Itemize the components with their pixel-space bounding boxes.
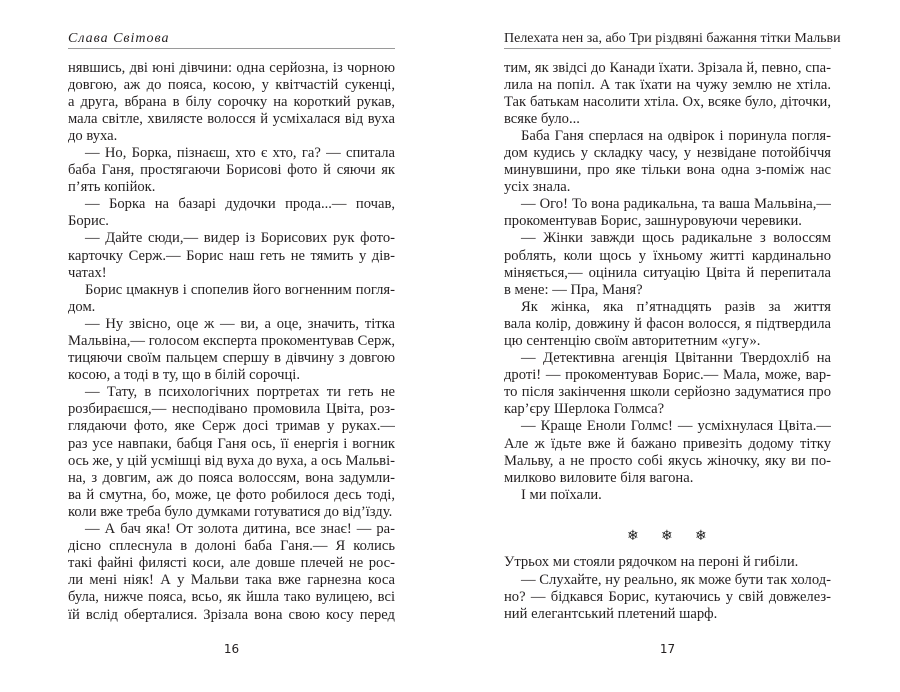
text-line: то після закінчення школи серйозно задуматися про bbox=[504, 384, 831, 401]
text-line: Так батькам насолити хтіла. Ох, всяке було, діточки, bbox=[504, 93, 831, 110]
paragraph bbox=[504, 230, 831, 298]
paragraph bbox=[68, 230, 395, 281]
snowflake-icon: ❄ bbox=[695, 527, 707, 544]
text-line: чатах! bbox=[68, 264, 107, 281]
left-page bbox=[68, 0, 395, 692]
text-line: дом. bbox=[68, 298, 96, 315]
text-line: — Жінки завжди щось радикальне з волоссям bbox=[521, 230, 831, 247]
text-line: в мене: — Пра, Маня? bbox=[504, 281, 643, 298]
paragraph bbox=[504, 487, 831, 504]
text-line: Утрьох ми стояли рядочком на пероні й гибіли. bbox=[504, 554, 799, 571]
paragraph bbox=[68, 282, 395, 316]
text-line: їй вслід оберталися. Зрізала вона свою косу перед bbox=[68, 606, 395, 623]
paragraph bbox=[504, 572, 831, 623]
text-line: нявшись, дві юні дівчини: одна серйозна, із чорною bbox=[68, 59, 395, 76]
text-line: Баба Ганя сперлася на одвірок і поринула погля- bbox=[521, 127, 831, 144]
text-line: всяке було... bbox=[504, 110, 580, 127]
text-line: — Борка на базарі дудочки прода...— почав, bbox=[85, 196, 395, 213]
paragraph bbox=[68, 316, 395, 384]
text-line: ний елегантський плетений шарф. bbox=[504, 605, 718, 622]
paragraph bbox=[68, 196, 395, 230]
text-line: п’ять копійок. bbox=[68, 179, 156, 196]
snowflake-icon: ❄ bbox=[661, 527, 673, 544]
paragraph bbox=[504, 554, 831, 571]
paragraph bbox=[504, 418, 831, 486]
text-line: була, нижче пояса, всьо, як йшла тако вулицею, всі bbox=[68, 589, 395, 606]
text-line: Мальву, а не просто собі якусь жіночку, яку ви по- bbox=[504, 452, 831, 469]
paragraph bbox=[504, 350, 831, 418]
text-line: міняється,— оцінила ситуацію Цвіта й перепитала bbox=[504, 264, 831, 281]
header-rule bbox=[504, 48, 831, 49]
text-line: ва й смутна, бо, може, це фото робилося десь тоді, bbox=[68, 486, 395, 503]
text-line: минувшини, про яке тільки вона одна з-поміж нас bbox=[504, 162, 831, 179]
text-line: милково виловите біля вагона. bbox=[504, 469, 694, 486]
text-line: дісно сплеснула в долоні баба Ганя.— Я колись bbox=[68, 538, 395, 555]
header-rule bbox=[68, 48, 395, 49]
paragraph bbox=[68, 60, 395, 145]
paragraph bbox=[68, 521, 395, 624]
text-line: тицяючи своїм пальцем спершу в дівчину з довгою bbox=[68, 350, 395, 367]
text-line: тим, як звідсі до Канади їхати. Зрізала й, певно, спа- bbox=[504, 59, 831, 76]
text-line: прокоментував Борис, зашнуровуючи черевики. bbox=[504, 213, 802, 230]
text-line: дом кудись у складку часу, у незвідане потойбіччя bbox=[504, 144, 831, 161]
text-line: — Слухайте, ну реально, як може бути так холод- bbox=[521, 571, 831, 588]
text-line: ось же, у цій усмішці від вуха до вуха, а ось Мальві- bbox=[68, 452, 395, 469]
text-line: коли вже треба було думками готуватися до від’їзду. bbox=[68, 503, 393, 520]
text-line: лила на попіл. А так їхати на чужу землю не хтіла. bbox=[504, 76, 831, 93]
text-line: косою, а тоді в ту, що в білій сорочці. bbox=[68, 367, 300, 384]
text-line: но? — бідкався Борис, кутаючись у свій довжелез- bbox=[504, 588, 831, 605]
text-line: глядаючи фото, яке Серж досі тримав у руках.— bbox=[68, 418, 395, 435]
text-line: розбираєшся,— несподівано промовила Цвіта, роз- bbox=[68, 401, 395, 418]
page-number: 17 bbox=[659, 642, 676, 656]
paragraph bbox=[504, 196, 831, 230]
text-line: раз усе навпаки, бабця Ганя ось, її енергія і вогник bbox=[68, 435, 395, 452]
page-number: 16 bbox=[223, 642, 240, 656]
text-line: — Ну звісно, оце ж — ви, а оце, значить, тітка bbox=[85, 315, 395, 332]
paragraph bbox=[68, 384, 395, 521]
text-line: баба Ганя, простягаючи Борисові фото й сяючи як bbox=[68, 162, 395, 179]
text-line: Борис цмакнув і спопелив його вогненним погля- bbox=[85, 281, 395, 298]
running-header-title: Пелехата нен за, або Три різдвяні бажання тітки Мальви bbox=[504, 31, 841, 46]
right-page bbox=[504, 0, 841, 692]
paragraph bbox=[504, 299, 831, 350]
text-line: — Ого! То вона радикальна, та ваша Мальвіна,— bbox=[521, 196, 831, 213]
text-line: — Тату, в психологічних портретах ти геть не bbox=[85, 384, 395, 401]
text-line: Борис. bbox=[68, 213, 109, 230]
text-line: мала світле, хвилясте волосся й усміхалася від вуха bbox=[68, 110, 395, 127]
text-line: — Краще Еноли Голмс! — усміхнулася Цвіта.— bbox=[521, 418, 831, 435]
text-line: на, з довгим, аж до пояса волоссям, вона задумли- bbox=[68, 469, 395, 486]
text-line: вала колір, довжину й фасон волосся, я підтвердила bbox=[504, 315, 831, 332]
text-line: а друга, вбрана в білу сорочку на короткий рукав, bbox=[68, 93, 395, 110]
text-line: — А бач яка! От золота дитина, все знає! — ра- bbox=[85, 521, 395, 538]
snowflake-icon: ❄ bbox=[627, 527, 639, 544]
text-line: — Детективна агенція Цвітанни Твердохліб на bbox=[521, 350, 831, 367]
text-line: дроті! — прокоментував Борис.— Мала, може, вар- bbox=[504, 367, 831, 384]
text-line: ли мені ніяк! А у Мальви така вже гарнезна коса bbox=[68, 572, 395, 589]
text-line: Мальвіна,— голосом експерта прокоментував Серж, bbox=[68, 333, 395, 349]
page-body bbox=[68, 60, 395, 624]
page-body bbox=[504, 60, 831, 623]
text-line: цю сентенцію своїм авторитетним «угу». bbox=[504, 333, 761, 349]
text-line: — Но, Борка, пізнаєш, хто є хто, га? — спитала bbox=[85, 144, 395, 161]
text-line: Але ж їдьте вже й бажано привезіть додому тітку bbox=[504, 435, 831, 452]
text-line: кар’єру Шерлока Голмса? bbox=[504, 401, 665, 418]
paragraph bbox=[504, 60, 831, 128]
text-line: такі файні филясті коси, але довше плечей не рос- bbox=[68, 555, 395, 572]
text-line: довгою, аж до пояса, косою, у квітчастій сукенці, bbox=[68, 76, 395, 93]
text-line: Як жінка, яка п’ятнадцять разів за життя bbox=[521, 298, 831, 315]
section-separator bbox=[504, 504, 831, 555]
running-header-author: Слава Світова bbox=[68, 31, 170, 46]
paragraph bbox=[68, 145, 395, 196]
text-line: — Дайте сюди,— видер із Борисових рук фото- bbox=[85, 230, 395, 247]
paragraph bbox=[504, 128, 831, 196]
text-line: усіх знала. bbox=[504, 179, 571, 196]
text-line: роблять, коли щось у їхньому житті кардинально bbox=[504, 247, 831, 264]
text-line: І ми поїхали. bbox=[521, 486, 602, 503]
text-line: до вуха. bbox=[68, 127, 118, 144]
text-line: карточку Серж.— Борис наш геть не тямить у дів- bbox=[68, 247, 395, 264]
